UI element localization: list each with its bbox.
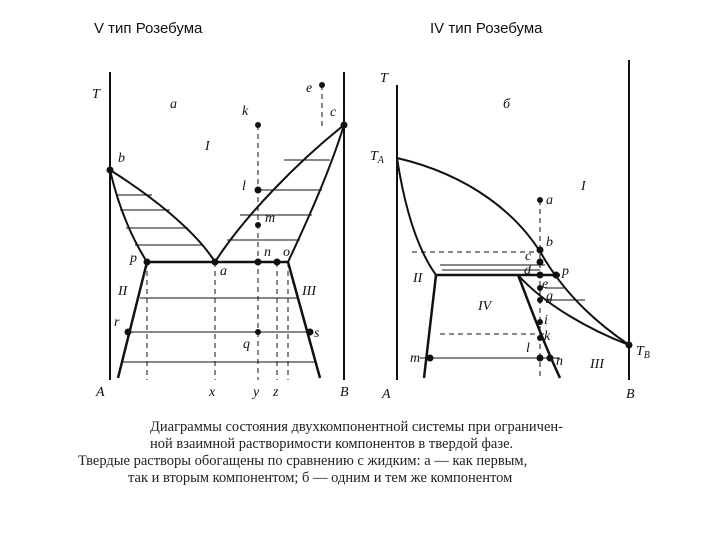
diagram-b-solidus-left [397,158,436,275]
point-a-b [107,167,114,174]
point-a-q [255,329,261,335]
caption-line-3: Твердые растворы обогащены по сравнению с жидким: а — как первым, [78,453,528,469]
diagram-a-solidus-right [288,125,344,262]
label-b-n: n [556,354,563,369]
point-a-s [307,329,314,336]
point-b-n [547,355,554,362]
point-b-g [537,297,543,303]
diagram-b-solvus-left [424,275,436,378]
point-a-a [212,259,219,266]
label-b-g: g [546,289,553,304]
point-b-i [537,319,543,325]
label-a-r: r [114,315,120,330]
label-a-l: l [242,179,246,194]
point-b-b [537,247,544,254]
label-a-b: b [118,151,125,166]
label-b-l: l [526,341,530,356]
point-b-a [537,197,543,203]
diagram-a [107,72,348,380]
diagram-a-solidus-left [110,170,147,262]
point-a-r [125,329,132,336]
diagram-b-phase-iv: IV [478,299,492,314]
diagram-b-ta: $T_A$ [370,149,384,166]
diagram-a-panel-letter: а [170,97,177,112]
caption-line-4: так и вторым компонентом; б — одним и тем же компонентом [128,470,513,486]
label-a-s: s [314,326,320,341]
diagram-b-phase-iii: III [590,357,604,372]
label-b-i: i [544,313,548,328]
caption-line-1: Диаграммы состояния двухкомпонентной системы при ограничен- [150,419,563,435]
point-b-p [553,272,560,279]
label-b-d: d [524,263,531,278]
label-b-p: p [562,264,569,279]
diagram-b-points [427,197,633,362]
caption-line-2: ной взаимной растворимости компонентов в твердой фазе. [150,436,514,452]
diagram-a-bottom-x: x [209,385,216,400]
diagram-b-phase-ii: II [413,271,423,286]
point-b-c [537,259,544,266]
diagram-a-bottom-z: z [273,385,279,400]
diagram-a-phase-i: I [205,139,210,154]
diagram-b-phase-i: I [581,179,586,194]
label-a-n: n [264,245,271,260]
diagram-b-tielines [420,265,585,358]
diagram-a-tielines-lower [122,298,316,362]
diagram-b-bottom-a: A [382,387,391,402]
label-b-k: k [544,329,551,344]
label-a-m: m [265,211,276,226]
point-b-k [537,335,543,341]
label-a-k: k [242,104,249,119]
diagram-a-dashed-verticals [147,85,322,380]
point-a-l [255,187,262,194]
label-b-c: c [525,249,532,264]
diagram-a-solvus-right [288,262,320,378]
diagram-b [397,60,633,380]
label-b-e: e [542,277,549,292]
diagram-a-bottom-a: A [96,385,105,400]
diagram-a-liquidus-left [110,170,215,262]
diagram-a-bottom-b: B [340,385,349,400]
diagram-b-panel-letter: б [503,97,511,112]
label-a-q: q [243,337,250,352]
point-b-m [427,355,434,362]
diagram-b-axis-t: T [380,71,388,86]
point-a-p [144,259,151,266]
diagram-a-axis-t: T [92,87,100,102]
point-b-l [537,355,544,362]
diagram-b-bottom-b: B [626,387,635,402]
diagram-b-tb: $T_B$ [636,344,650,361]
label-b-m: m [410,351,421,366]
point-a-m [255,222,261,228]
diagram-a-tielines-left [116,195,203,245]
point-a-e [319,82,325,88]
label-b-b: b [546,235,553,250]
diagram-a-solvus-left [118,262,147,378]
point-b-tb [626,342,633,349]
label-a-a: a [220,264,227,279]
caption [78,419,678,487]
diagram-a-liquidus-right [215,125,344,262]
label-a-c: c [330,105,337,120]
diagram-a-phase-iii: III [302,284,316,299]
point-a-c [341,122,348,129]
label-b-a: a [546,193,553,208]
diagram-a-phase-ii: II [118,284,128,299]
diagram-a-bottom-y: y [253,385,260,400]
point-a-k [255,122,261,128]
title-rozebum-v: V тип Розебума [94,20,203,37]
point-a-o [274,259,281,266]
title-rozebum-iv: IV тип Розебума [430,20,543,37]
label-a-o: o [283,245,290,260]
label-a-p: p [130,251,137,266]
diagram-a-tielines-right [227,160,330,240]
point-a-n [255,259,262,266]
label-a-e: e [306,81,313,96]
